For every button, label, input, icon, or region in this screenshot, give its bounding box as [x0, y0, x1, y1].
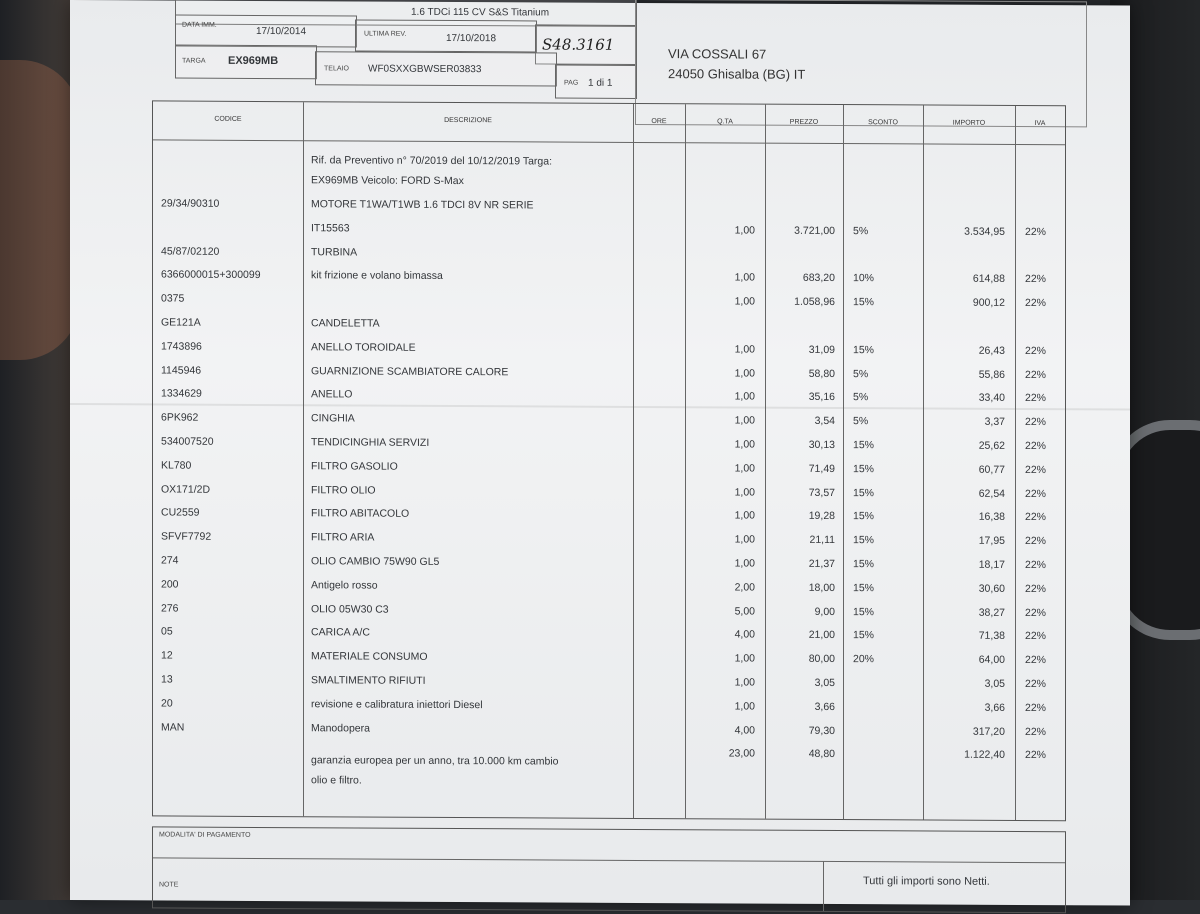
cell-sconto: 15% [853, 439, 893, 451]
cell-prezzo: 3.721,00 [765, 224, 835, 236]
cell-qta: 4,00 [685, 629, 755, 641]
targa-value: EX969MB [228, 55, 278, 67]
cell-prezzo: 21,11 [765, 534, 835, 546]
cell-descrizione: CINGHIA [311, 412, 631, 426]
cell-iva: 22% [1025, 345, 1059, 357]
cell-sconto: 5% [853, 225, 893, 237]
cell-iva: 22% [1025, 726, 1059, 738]
header-sconto: SCONTO [843, 119, 923, 126]
cell-importo: 3,37 [923, 416, 1005, 428]
cell-prezzo: 3,05 [765, 677, 835, 689]
cell-iva: 22% [1025, 226, 1059, 238]
cell-qta: 1,00 [685, 295, 755, 307]
cell-descrizione: ANELLO [311, 389, 631, 403]
cell-importo: 60,77 [923, 463, 1005, 475]
cell-sconto: 15% [853, 487, 893, 499]
cell-iva: 22% [1025, 440, 1059, 452]
cell-sconto: 15% [853, 629, 893, 641]
telaio-value: WF0SXXGBWSER03833 [368, 64, 481, 76]
intro-line-2: EX969MB Veicolo: FORD S-Max [311, 174, 464, 187]
cell-prezzo: 73,57 [765, 486, 835, 498]
cell-qta: 1,00 [685, 676, 755, 688]
cell-importo: 3,66 [923, 701, 1005, 713]
targa-label: TARGA [182, 58, 206, 65]
header-ore: ORE [633, 118, 685, 125]
cell-descrizione: IT15563 [311, 222, 631, 236]
cell-importo: 17,95 [923, 535, 1005, 547]
header-iva: IVA [1015, 120, 1065, 127]
cell-iva: 22% [1025, 607, 1059, 619]
cell-codice: 20 [161, 697, 301, 710]
cell-importo: 33,40 [923, 392, 1005, 404]
cell-iva: 22% [1025, 273, 1059, 285]
cell-importo: 317,20 [923, 725, 1005, 737]
cell-descrizione: CANDELETTA [311, 317, 631, 331]
cell-codice: 6366000015+300099 [161, 269, 301, 282]
cell-descrizione: Antigelo rosso [311, 579, 631, 593]
pag-box [555, 65, 637, 99]
cell-descrizione: CARICA A/C [311, 627, 631, 641]
cell-prezzo: 18,00 [765, 581, 835, 593]
cell-qta: 1,00 [685, 224, 755, 236]
cell-codice: KL780 [161, 459, 301, 472]
cell-codice: 45/87/02120 [161, 245, 301, 258]
cell-descrizione: MOTORE T1WA/T1WB 1.6 TDCI 8V NR SERIE [311, 198, 631, 212]
cell-importo: 55,86 [923, 368, 1005, 380]
cell-sconto: 20% [853, 653, 893, 665]
header-codice: CODICE [153, 115, 303, 123]
cell-importo: 1.122,40 [923, 749, 1005, 761]
cell-qta: 23,00 [685, 748, 755, 760]
cell-qta: 1,00 [685, 510, 755, 522]
intro-line-1: Rif. da Preventivo n° 70/2019 del 10/12/2019 Targa: [311, 154, 552, 167]
cell-importo: 38,27 [923, 606, 1005, 618]
telaio-box [315, 51, 557, 86]
cell-descrizione: OLIO CAMBIO 75W90 GL5 [311, 555, 631, 569]
cell-iva: 22% [1025, 392, 1059, 404]
cell-codice: OX171/2D [161, 483, 301, 496]
cell-descrizione: TENDICINGHIA SERVIZI [311, 436, 631, 450]
cell-iva: 22% [1025, 369, 1059, 381]
cell-sconto: 15% [853, 296, 893, 308]
cell-codice: 1145946 [161, 364, 301, 377]
cell-qta: 1,00 [685, 414, 755, 426]
cell-qta: 4,00 [685, 724, 755, 736]
cell-prezzo: 3,66 [765, 700, 835, 712]
cell-sconto: 5% [853, 391, 893, 403]
cell-codice: 29/34/90310 [161, 197, 301, 210]
data-imm-value: 17/10/2014 [256, 26, 306, 37]
cell-importo: 30,60 [923, 582, 1005, 594]
cell-qta: 1,00 [685, 343, 755, 355]
cell-codice: 534007520 [161, 435, 301, 448]
cell-qta: 2,00 [685, 581, 755, 593]
cell-qta: 1,00 [685, 367, 755, 379]
cell-prezzo: 80,00 [765, 653, 835, 665]
cell-descrizione: MATERIALE CONSUMO [311, 650, 631, 664]
cell-codice: 12 [161, 650, 301, 663]
header-descrizione: DESCRIZIONE [303, 116, 633, 125]
cell-descrizione: TURBINA [311, 246, 631, 260]
cell-codice: 6PK962 [161, 412, 301, 425]
cell-qta: 1,00 [685, 652, 755, 664]
pag-label: PAG [564, 80, 578, 87]
totals-note: Tutti gli importi sono Netti. [863, 875, 990, 888]
vehicle-model: 1.6 TDCi 115 CV S&S Titanium [411, 7, 549, 19]
invoice-paper [70, 0, 1130, 906]
address-line-2: 24050 Ghisalba (BG) IT [668, 66, 805, 82]
cell-prezzo: 31,09 [765, 343, 835, 355]
cell-iva: 22% [1025, 654, 1059, 666]
cell-prezzo: 35,16 [765, 391, 835, 403]
cell-qta: 1,00 [685, 533, 755, 545]
cell-qta: 1,00 [685, 557, 755, 569]
cell-importo: 62,54 [923, 487, 1005, 499]
cell-descrizione: OLIO 05W30 C3 [311, 603, 631, 617]
cell-codice: 200 [161, 578, 301, 591]
cell-codice: 1334629 [161, 388, 301, 401]
header-importo: IMPORTO [923, 119, 1015, 126]
cell-iva: 22% [1025, 678, 1059, 690]
cell-sconto: 15% [853, 606, 893, 618]
ultima-rev-value: 17/10/2018 [446, 33, 496, 44]
cell-iva: 22% [1025, 559, 1059, 571]
cell-sconto: 5% [853, 368, 893, 380]
cell-qta: 1,00 [685, 462, 755, 474]
data-imm-box [175, 15, 357, 48]
cell-codice: 274 [161, 554, 301, 567]
cell-sconto: 15% [853, 558, 893, 570]
handwritten-number: S48.3161 [542, 35, 614, 53]
cell-iva: 22% [1025, 749, 1059, 761]
cell-importo: 71,38 [923, 630, 1005, 642]
cell-descrizione: FILTRO GASOLIO [311, 460, 631, 474]
cell-importo: 900,12 [923, 297, 1005, 309]
ultima-rev-box [355, 19, 537, 52]
cell-codice [161, 221, 301, 222]
finger [0, 60, 80, 360]
notes-line-2: olio e filtro. [311, 774, 362, 786]
cell-descrizione: FILTRO ARIA [311, 531, 631, 545]
cell-descrizione: ANELLO TOROIDALE [311, 341, 631, 355]
cell-importo: 25,62 [923, 439, 1005, 451]
cell-importo: 3,05 [923, 677, 1005, 689]
cell-prezzo: 683,20 [765, 272, 835, 284]
cell-iva: 22% [1025, 535, 1059, 547]
telaio-label: TELAIO [324, 65, 349, 72]
cell-prezzo: 48,80 [765, 748, 835, 760]
cell-codice: 05 [161, 626, 301, 639]
cell-prezzo: 30,13 [765, 439, 835, 451]
cell-prezzo: 58,80 [765, 367, 835, 379]
cell-codice: 0375 [161, 293, 301, 306]
cell-prezzo: 21,00 [765, 629, 835, 641]
cell-prezzo: 9,00 [765, 605, 835, 617]
invoice-table [152, 100, 1066, 821]
address-line-1: VIA COSSALI 67 [668, 46, 766, 62]
table-row [153, 745, 1065, 774]
cell-iva: 22% [1025, 488, 1059, 500]
cell-prezzo: 3,54 [765, 415, 835, 427]
cell-codice: CU2559 [161, 507, 301, 520]
cell-prezzo: 1.058,96 [765, 296, 835, 308]
cell-sconto: 10% [853, 272, 893, 284]
cell-sconto: 15% [853, 582, 893, 594]
cell-descrizione: Manodopera [311, 722, 631, 736]
cell-importo: 26,43 [923, 344, 1005, 356]
cell-sconto: 5% [853, 415, 893, 427]
cell-codice [161, 745, 301, 746]
cell-prezzo: 79,30 [765, 724, 835, 736]
cell-codice: MAN [161, 721, 301, 734]
cell-descrizione: GUARNIZIONE SCAMBIATORE CALORE [311, 365, 631, 379]
targa-box [175, 45, 317, 80]
cell-qta: 1,00 [685, 272, 755, 284]
header-qta: Q.TA [685, 118, 765, 125]
cell-qta: 5,00 [685, 605, 755, 617]
cell-prezzo: 21,37 [765, 558, 835, 570]
cell-codice: 276 [161, 602, 301, 615]
cell-prezzo: 71,49 [765, 462, 835, 474]
cell-iva: 22% [1025, 416, 1059, 428]
cell-qta: 1,00 [685, 438, 755, 450]
cell-descrizione: revisione e calibratura iniettori Diesel [311, 698, 631, 712]
cell-descrizione: SMALTIMENTO RIFIUTI [311, 674, 631, 688]
cell-iva: 22% [1025, 464, 1059, 476]
cell-prezzo: 19,28 [765, 510, 835, 522]
payment-label: MODALITA' DI PAGAMENTO [159, 831, 251, 838]
cell-sconto: 15% [853, 344, 893, 356]
cell-iva: 22% [1025, 702, 1059, 714]
cell-importo: 64,00 [923, 654, 1005, 666]
cell-iva: 22% [1025, 583, 1059, 595]
cell-descrizione: kit frizione e volano bimassa [311, 270, 631, 284]
cell-importo: 16,38 [923, 511, 1005, 523]
cell-importo: 614,88 [923, 273, 1005, 285]
cell-codice: 13 [161, 673, 301, 686]
cell-importo: 18,17 [923, 558, 1005, 570]
ultima-rev-label: ULTIMA REV. [364, 31, 406, 38]
pag-value: 1 di 1 [588, 78, 612, 89]
data-imm-label: DATA IMM. [182, 22, 217, 29]
header-prezzo: PREZZO [765, 119, 843, 126]
cell-sconto: 15% [853, 534, 893, 546]
cell-qta: 1,00 [685, 391, 755, 403]
cell-qta: 1,00 [685, 700, 755, 712]
cell-sconto: 15% [853, 463, 893, 475]
cell-codice: GE121A [161, 316, 301, 329]
note-label: NOTE [159, 881, 178, 888]
cell-iva: 22% [1025, 297, 1059, 309]
cell-iva: 22% [1025, 511, 1059, 523]
cell-sconto: 15% [853, 510, 893, 522]
cell-qta: 1,00 [685, 486, 755, 498]
cell-descrizione: FILTRO ABITACOLO [311, 508, 631, 522]
cell-codice: SFVF7792 [161, 531, 301, 544]
cell-descrizione: FILTRO OLIO [311, 484, 631, 498]
cell-importo: 3.534,95 [923, 225, 1005, 237]
notes-line-1: garanzia europea per un anno, tra 10.000 km cambio [311, 754, 559, 767]
footer-box [152, 826, 1066, 913]
cell-codice: 1743896 [161, 340, 301, 353]
cell-iva: 22% [1025, 630, 1059, 642]
